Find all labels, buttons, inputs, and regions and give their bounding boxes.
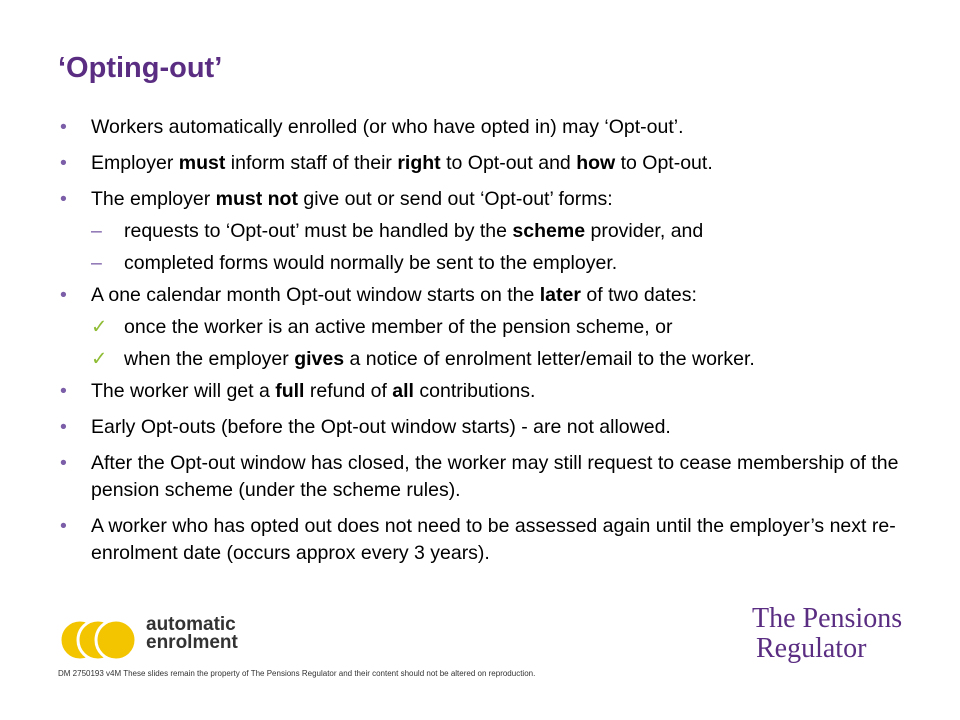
text-run: After the Opt-out window has closed, the worker may still request to cease membership of the pension scheme (under the scheme rules).: [91, 452, 899, 501]
automatic-enrolment-logo: [58, 616, 258, 664]
sub-bullet-item: [60, 346, 940, 373]
bullet-list: [60, 106, 940, 567]
bold-text: must not: [215, 188, 298, 210]
text-run: Early Opt-outs (before the Opt-out window starts) - are not allowed.: [91, 416, 671, 438]
bullet-marker: •: [60, 452, 67, 474]
bullet-item: [60, 513, 940, 567]
bullet-text: [124, 348, 755, 370]
text-run: once the worker is an active member of the pension scheme, or: [124, 316, 673, 338]
pensions-regulator-logo: [752, 604, 902, 664]
dash-marker: –: [91, 220, 102, 242]
bold-text: scheme: [512, 220, 586, 242]
checkmark-icon: ✓: [91, 316, 108, 338]
bold-text: must: [178, 152, 226, 174]
sub-bullet-item: [60, 250, 940, 277]
enrolment-circles-icon: [58, 616, 144, 664]
text-run: Employer: [91, 152, 179, 174]
sub-bullet-item: [60, 314, 940, 341]
bullet-item: [60, 150, 940, 177]
text-run: give out or send out ‘Opt-out’ forms:: [297, 188, 613, 210]
text-run: inform staff of their: [225, 152, 398, 174]
bullet-marker: •: [60, 284, 67, 306]
text-run: requests to ‘Opt-out’ must be handled by the: [124, 220, 513, 242]
tpr-logo-line2: Regulator: [756, 633, 867, 664]
text-run: A worker who has opted out does not need to be assessed again until the employer’s next re-enrolment date (occurs approx every 3 years).: [91, 515, 896, 564]
bullet-text: [91, 452, 898, 501]
tpr-logo-line1: The Pensions: [752, 603, 903, 634]
bullet-text: [91, 515, 896, 564]
bold-text: later: [539, 284, 581, 306]
text-run: to Opt-out and: [440, 152, 577, 174]
text-run: provider, and: [585, 220, 704, 242]
checkmark-icon: ✓: [91, 348, 108, 370]
bullet-text: [91, 188, 613, 210]
text-run: when the employer: [124, 348, 295, 370]
bullet-text: [91, 152, 713, 174]
bold-text: full: [275, 380, 305, 402]
bullet-item: [60, 114, 940, 141]
sub-bullet-item: [60, 218, 940, 245]
bullet-item: [60, 378, 940, 405]
bullet-item: [60, 186, 940, 213]
bullet-marker: •: [60, 116, 67, 138]
text-run: refund of: [304, 380, 393, 402]
bullet-marker: •: [60, 515, 67, 537]
bullet-text: [91, 284, 697, 306]
text-run: The employer: [91, 188, 216, 210]
ae-logo-line1: automatic: [146, 614, 236, 635]
text-run: completed forms would normally be sent to the employer.: [124, 252, 618, 274]
text-run: to Opt-out.: [615, 152, 713, 174]
footer-note: DM 2750193 v4M These slides remain the property of The Pensions Regulator and their content should not be altered on reproduction.: [58, 669, 536, 678]
slide-title: ‘Opting-out’: [58, 52, 223, 84]
bullet-marker: •: [60, 188, 67, 210]
text-run: Workers automatically enrolled (or who have opted in) may ‘Opt-out’.: [91, 116, 684, 138]
bullet-item: [60, 282, 940, 309]
bullet-marker: •: [60, 152, 67, 174]
bullet-text: [124, 220, 703, 242]
bullet-text: [91, 116, 683, 138]
text-run: The worker will get a: [91, 380, 276, 402]
bullet-item: [60, 414, 940, 441]
bold-text: how: [576, 152, 616, 174]
bullet-text: [124, 252, 617, 274]
text-run: a notice of enrolment letter/email to the worker.: [344, 348, 755, 370]
bullet-text: [91, 416, 671, 438]
ae-logo-line2: enrolment: [146, 632, 238, 653]
bullet-marker: •: [60, 416, 67, 438]
bullet-text: [124, 316, 672, 338]
bullet-item: [60, 450, 940, 504]
text-run: contributions.: [413, 380, 536, 402]
dash-marker: –: [91, 252, 102, 274]
bold-text: gives: [294, 348, 345, 370]
automatic-enrolment-wordmark: [146, 616, 238, 652]
bold-text: right: [397, 152, 441, 174]
bold-text: all: [392, 380, 414, 402]
text-run: A one calendar month Opt-out window starts on the: [91, 284, 540, 306]
text-run: of two dates:: [580, 284, 697, 306]
bullet-text: [91, 380, 535, 402]
bullet-marker: •: [60, 380, 67, 402]
